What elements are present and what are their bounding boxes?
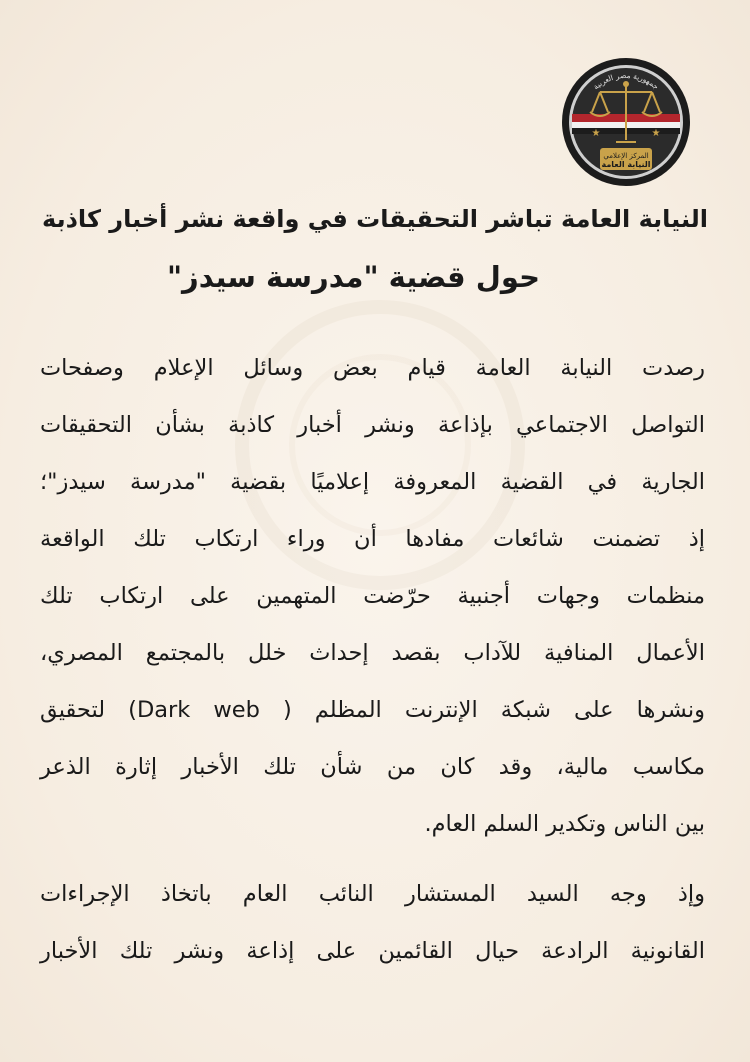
body-line: ونشرها على شبكة الإنترنت المظلم ( Dark web) لتحقيق <box>40 697 705 723</box>
paragraph-1 <box>40 340 705 853</box>
emblem-bottom-label-2: النيابة العامة <box>601 160 651 169</box>
public-prosecution-emblem <box>560 56 692 188</box>
emblem-bottom-label-1: المركز الإعلامي <box>603 152 649 160</box>
title-line-2: حول قضية "مدرسة سيدز" <box>166 260 540 294</box>
body-line: بين الناس وتكدير السلم العام. <box>424 811 705 837</box>
body-line: إذ تضمنت شائعات مفادها أن وراء ارتكاب تلك الواقعة <box>40 526 705 552</box>
body-line: الأعمال المنافية للآداب بقصد إحداث خلل بالمجتمع المصري، <box>40 640 705 666</box>
title-line-1: النيابة العامة تباشر التحقيقات في واقعة نشر أخبار كاذبة <box>42 205 708 233</box>
emblem-graphic <box>560 56 692 188</box>
paragraph-2 <box>40 866 705 980</box>
body-line: الجارية في القضية المعروفة إعلاميًا بقضية "مدرسة سيدز"؛ <box>40 469 705 495</box>
svg-text:★: ★ <box>651 128 661 139</box>
document-body <box>40 340 705 980</box>
body-line: مكاسب مالية، وقد كان من شأن تلك الأخبار إثارة الذعر <box>40 754 705 780</box>
body-line: القانونية الرادعة حيال القائمين على إذاعة ونشر تلك الأخبار <box>40 938 705 964</box>
body-line: رصدت النيابة العامة قيام بعض وسائل الإعلام وصفحات <box>40 355 705 381</box>
body-line: منظمات وجهات أجنبية حرّضت المتهمين على ارتكاب تلك <box>40 583 705 609</box>
body-line: وإذ وجه السيد المستشار النائب العام باتخاذ الإجراءات <box>40 881 705 907</box>
svg-text:★: ★ <box>591 128 601 139</box>
body-line: التواصل الاجتماعي بإذاعة ونشر أخبار كاذبة بشأن التحقيقات <box>40 412 705 438</box>
emblem-top-label: جمهورية مصر العربية <box>591 70 661 92</box>
document-title <box>30 190 710 306</box>
